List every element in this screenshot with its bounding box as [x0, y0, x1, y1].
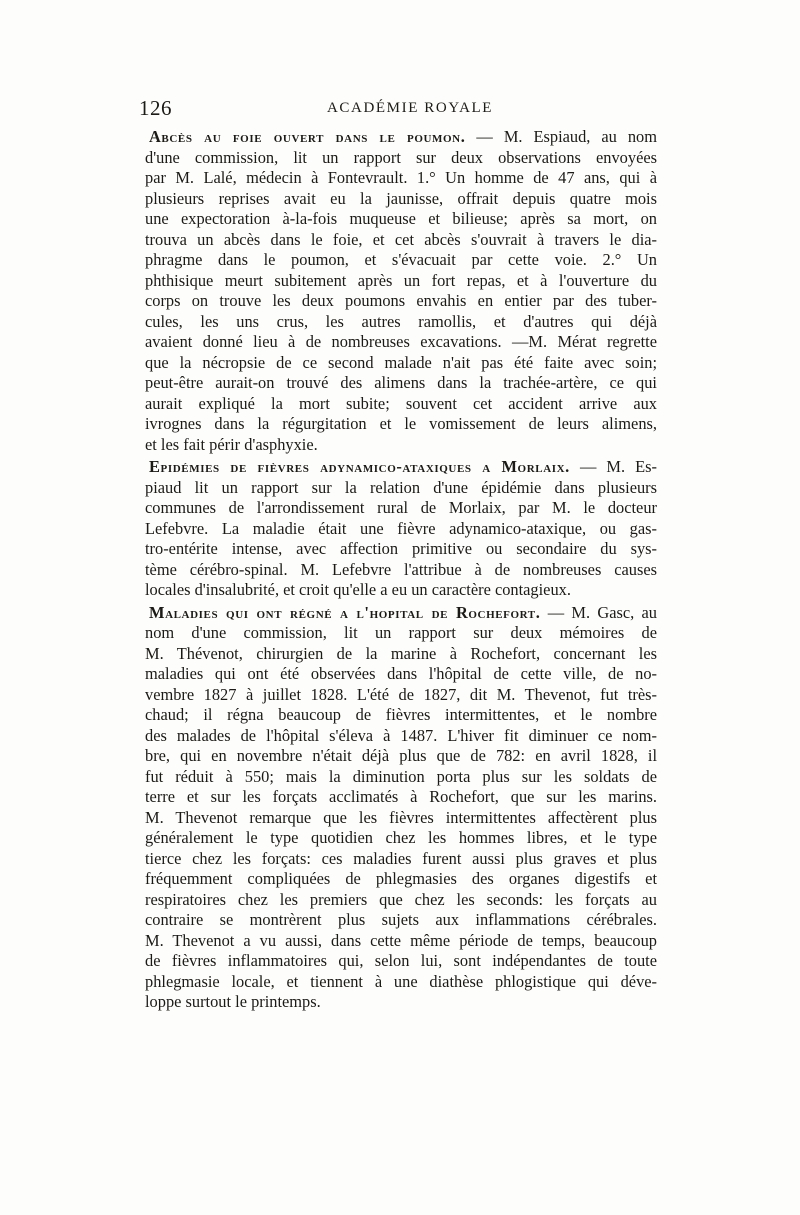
- text-line: contraire se montrèrent plus sujets aux inflammations cérébrales.: [145, 910, 657, 929]
- text-line: des malades de l'hôpital s'éleva à 1487. L'hiver fit diminuer ce nom-: [145, 725, 657, 745]
- text-line: avaient donné lieu à de nombreuses excavations. —M. Mérat regrette: [145, 332, 657, 351]
- section-heading: Abcès au foie ouvert dans le poumon.: [149, 127, 466, 146]
- text-line: phlegmasie locale, et tiennent à une diathèse phlogistique qui déve-: [145, 971, 657, 991]
- text-line: M. Thevenot remarque que les fièvres intermittentes affectèrent plus: [145, 807, 657, 827]
- text-line: d'une commission, lit un rapport sur deux observations envoyées: [145, 147, 657, 167]
- text-line: tro-entérite intense, avec affection primitive ou secondaire du sys-: [145, 539, 657, 558]
- text-line: tierce chez les forçats: ces maladies furent aussi plus graves et plus: [145, 848, 657, 868]
- text-line: de fièvres inflammatoires qui, selon lui, sont indépendantes de toute: [145, 951, 657, 970]
- text-line: par M. Lalé, médecin à Fontevrault. 1.° Un homme de 47 ans, qui à: [145, 168, 657, 187]
- text-line: vembre 1827 à juillet 1828. L'été de 1827, dit M. Thevenot, fut très-: [145, 684, 657, 704]
- text-line: maladies qui ont été observées dans l'hôpital de cette ville, de no-: [145, 664, 657, 683]
- text-line: peut-être aurait-on trouvé des alimens dans la trachée-artère, ce qui: [145, 373, 657, 392]
- text-line: corps on trouve les deux poumons envahis en entier par des tuber-: [145, 291, 657, 310]
- page-header: [139, 96, 659, 122]
- text-line: Lefebvre. La maladie était une fièvre adynamico-ataxique, ou gas-: [145, 518, 657, 538]
- text-line: cules, les uns crus, les autres ramollis, et d'autres qui déjà: [145, 311, 657, 331]
- text-line: bre, qui en novembre n'était déjà plus que de 782: en avril 1828, il: [145, 746, 657, 765]
- text-line: terre et sur les forçats acclimatés à Rochefort, que sur les marins.: [145, 787, 657, 806]
- text-line: phragme dans le poumon, et s'évacuait par cette voie. 2.° Un: [145, 250, 657, 269]
- text-line: aurait expliqué la mort subite; souvent cet accident arrive aux: [145, 393, 657, 413]
- text-line: et les fait périr d'asphyxie.: [145, 434, 318, 454]
- text-line: communes de l'arrondissement rural de Morlaix, par M. le docteur: [145, 498, 657, 517]
- text-line: chaud; il régna beaucoup de fièvres intermittentes, et le nombre: [145, 705, 657, 724]
- text-line: Maladies qui ont régné a l'hopital de Rochefort. — M. Gasc, au: [149, 602, 657, 622]
- text-line: une expectoration à-la-fois muqueuse et bilieuse; après sa mort, on: [145, 209, 657, 228]
- section-heading: Epidémies de fièvres adynamico-ataxiques a Morlaix.: [149, 457, 570, 476]
- section-heading: Maladies qui ont régné a l'hopital de Rochefort.: [149, 602, 541, 622]
- text-line: respiratoires chez les premiers que chez les seconds: les forçats au: [145, 889, 657, 909]
- text-line: ivrognes dans la régurgitation et le vomissement de leurs alimens,: [145, 414, 657, 433]
- text-line: fut réduit à 550; mais la diminution porta plus sur les soldats de: [145, 766, 657, 786]
- text-line: M. Thévenot, chirurgien de la marine à Rochefort, concernant les: [145, 643, 657, 663]
- text-line: Epidémies de fièvres adynamico-ataxiques a Morlaix. — M. Es-: [149, 457, 657, 476]
- text-line: phthisique meurt subitement après un fort repas, et à l'ouverture du: [145, 270, 657, 290]
- text-line: Abcès au foie ouvert dans le poumon. — M. Espiaud, au nom: [149, 127, 657, 146]
- text-line: que la nécropsie de ce second malade n'ait pas été faite avec soin;: [145, 352, 657, 372]
- paragraph-maladies-rochefort: [145, 603, 657, 1013]
- body-text: [145, 127, 657, 1013]
- paragraph-epidemies-morlaix: [145, 457, 657, 601]
- text-line: fréquemment compliquées de phlegmasies des organes digestifs et: [145, 869, 657, 888]
- text-line: loppe surtout le printemps.: [145, 992, 321, 1011]
- text-line: locales d'insalubrité, et croit qu'elle a eu un caractère contagieux.: [145, 580, 571, 599]
- text-line: nom d'une commission, lit un rapport sur deux mémoires de: [145, 623, 657, 642]
- text-line: M. Thevenot a vu aussi, dans cette même période de temps, beaucoup: [145, 930, 657, 950]
- running-head: ACADÉMIE ROYALE: [327, 100, 494, 116]
- text-line: piaud lit un rapport sur la relation d'une épidémie dans plusieurs: [145, 477, 657, 497]
- text-line: plusieurs reprises avait eu la jaunisse, offrait depuis quatre mois: [145, 188, 657, 208]
- paragraph-abces-au-foie: [145, 127, 657, 455]
- text-line: tème cérébro-spinal. M. Lefebvre l'attribue à de nombreuses causes: [145, 559, 657, 579]
- page-number: 126: [139, 96, 172, 120]
- text-line: trouva un abcès dans le foie, et cet abcès s'ouvrait à travers le dia-: [145, 229, 657, 249]
- text-line: généralement le type quotidien chez les hommes libres, et le type: [145, 828, 657, 847]
